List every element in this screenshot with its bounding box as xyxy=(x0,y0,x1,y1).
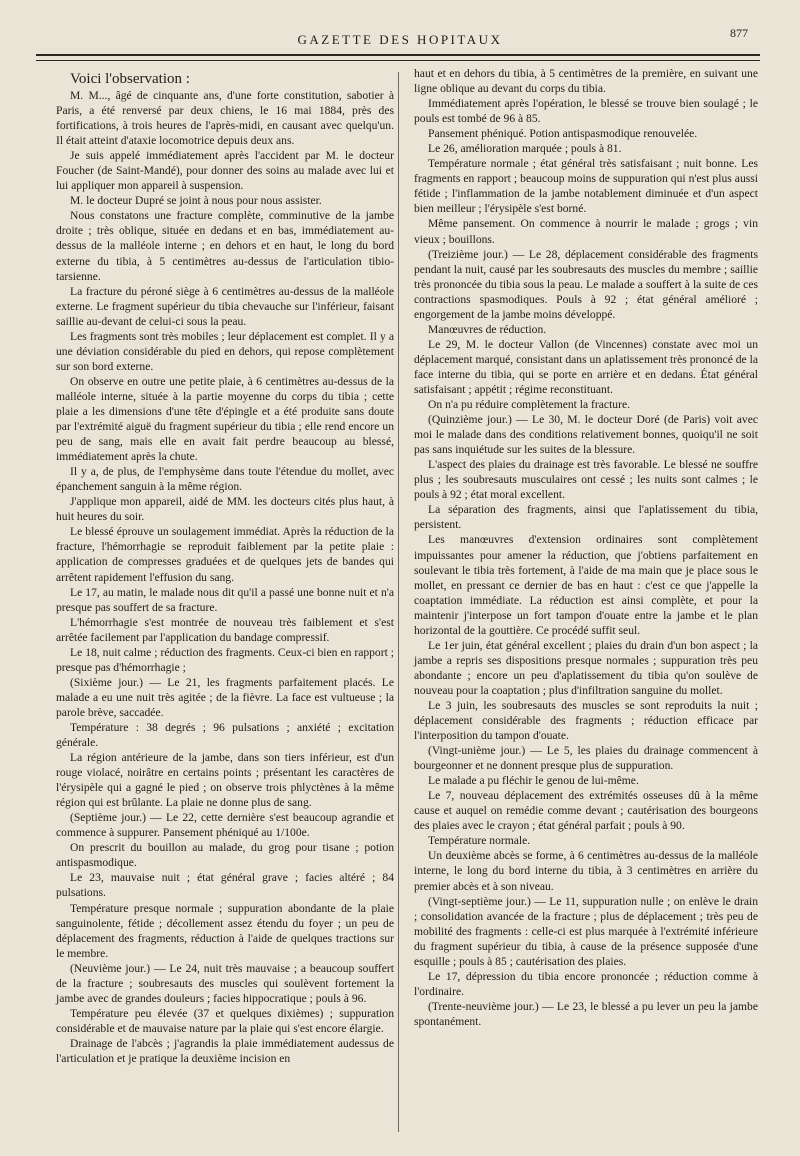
paragraph: (Septième jour.) — Le 22, cette dernière s'est beaucoup agrandie et commence à suppurer. Pansement phéniqué au 1/100e. xyxy=(56,811,394,840)
paragraph: Température presque normale ; suppuration abondante de la plaie sanguinolente, fétide ; décollement assez étendu du foyer ; un peu de déplacement des fragments, réduction à l'aide de quelques tractions sur le membre. xyxy=(56,901,394,960)
paragraph: (Treizième jour.) — Le 28, déplacement considérable des fragments pendant la nuit, causé par les soubresauts des muscles du membre ; saillie très prononcée du tibia sous la peau. Le malade a souffert à la suite de ces contractions spasmodiques. Pouls à 92 ; état général amélioré ; engorgement de la jambe moins développé. xyxy=(414,247,758,321)
paragraph: Le 23, mauvaise nuit ; état général grave ; facies altéré ; 84 pulsations. xyxy=(56,871,394,900)
paragraph: (Vingt-septième jour.) — Le 11, suppuration nulle ; on enlève le drain ; consolidation avancée de la fracture ; plus de déplacement ; très peu de mobilité des fragments : celle-ci est plus marquée à l'extrémité inférieure du fragment supérieur du tibia, à cause de la présence supposée d'une esquille ; pouls à 85 ; cautérisation des plaies. xyxy=(414,894,758,968)
paragraph: (Quinzième jour.) — Le 30, M. le docteur Doré (de Paris) voit avec moi le malade dans des conditions relativement bonnes, quoiqu'il ne soit pas sans inquiétude sur les suites de la blessure. xyxy=(414,413,758,457)
paragraph: Le 1er juin, état général excellent ; plaies du drain d'un bon aspect ; la jambe a repris ses dispositions presque normales ; suppuration très peu abondante ; encore un peu d'aplatissement du tibia qu'on soulève de nouveau pour la coaptation ; plus d'infiltration sanguine du mollet. xyxy=(414,638,758,697)
paragraph: Drainage de l'abcès ; j'agrandis la plaie immédiatement audessus de l'articulation et je pratique la deuxième incision en xyxy=(56,1036,394,1065)
paragraph: Pansement phéniqué. Potion antispasmodique renouvelée. xyxy=(428,127,698,141)
paragraph: La séparation des fragments, ainsi que l'aplatissement du tibia, persistent. xyxy=(414,503,758,532)
right-column xyxy=(414,66,758,1029)
left-paragraphs xyxy=(56,88,394,1066)
paragraph: M. M..., âgé de cinquante ans, d'une forte constitution, sabotier à Paris, a été renversé par deux chiens, le 16 mai 1884, près des fortifications, à trois heures de l'après-midi, en causant avec quelqu'un. Il était atteint d'ataxie locomotrice depuis deux ans. xyxy=(56,89,394,148)
paragraph: Le 3 juin, les soubresauts des muscles se sont reproduits la nuit ; déplacement considérable des fragments ; réduction efficace par l'interposition du tampon d'ouate. xyxy=(414,698,758,743)
paragraph: (Neuvième jour.) — Le 24, nuit très mauvaise ; a beaucoup souffert de la fracture ; soubresauts des muscles qui soulèvent fortement la jambe avec de grandes douleurs ; facies hippocratique ; pouls à 96. xyxy=(56,961,394,1005)
running-title: GAZETTE DES HOPITAUX xyxy=(297,32,503,47)
paragraph: On n'a pu réduire complètement la fracture. xyxy=(428,398,630,412)
paragraph: Même pansement. On commence à nourrir le malade ; grogs ; vin vieux ; bouillons. xyxy=(414,217,758,246)
paragraph: Le 18, nuit calme ; réduction des fragments. Ceux-ci bien en rapport ; presque pas d'hémorrhagie ; xyxy=(56,645,394,674)
paragraph: Le 29, M. le docteur Vallon (de Vincennes) constate avec moi un déplacement marqué, consistant dans un aplatissement très prononcé de la face interne du tibia, qui se porte en arrière et en dedans. État général satisfaisant ; appétit ; régime reconstituant. xyxy=(414,337,758,396)
paragraph: Le 7, nouveau déplacement des extrémités osseuses dû à la même cause et auquel on remédie comme devant ; cautérisation des bourgeons des plaies avec le crayon ; état général parfait ; pouls à 90. xyxy=(414,789,758,833)
section-title: Voici l'observation : xyxy=(70,71,190,87)
paragraph: Les manœuvres d'extension ordinaires sont complètement impuissantes pour amener la réduction, que j'obtiens parfaitement en soulevant le tibia très fortement, à l'aide de ma main que je place sous le mollet, en pressant ce dernier de bas en haut : c'est ce que j'appelle la coaptation immédiate. La réduction est ainsi complète, et pour la maintenir j'interpose un fort tampon d'ouate entre la jambe et le plan horizontal de la gouttière. Ce procédé suffit seul. xyxy=(414,533,758,637)
paragraph: Température peu élevée (37 et quelques dixièmes) ; suppuration considérable et de mauvaise nature par la plaie qui s'est encore élargie. xyxy=(56,1006,394,1035)
paragraph: Immédiatement après l'opération, le blessé se trouve bien soulagé ; le pouls est tombé de 96 à 85. xyxy=(414,97,758,126)
left-column xyxy=(56,70,394,1066)
paragraph: La fracture du péroné siège à 6 centimètres au-dessus de la malléole externe. Le fragment supérieur du tibia chevauche sur l'inférieur, faisant saillie au-devant de celui-ci sous la peau. xyxy=(56,284,394,328)
paragraph: Il y a, de plus, de l'emphysème dans toute l'étendue du mollet, avec épanchement sanguin à la même région. xyxy=(56,465,394,494)
paragraph: Les fragments sont très mobiles ; leur déplacement est complet. Il y a une déviation considérable du pied en dehors, qui repose complètement sur son bord externe. xyxy=(56,329,394,373)
paragraph: (Vingt-unième jour.) — Le 5, les plaies du drainage commencent à bourgeonner et ne donnent presque plus de suppuration. xyxy=(414,744,758,773)
paragraph: L'hémorrhagie s'est montrée de nouveau très faiblement et s'est arrêtée facilement par l'application du bandage compressif. xyxy=(56,615,394,644)
paragraph: Le 17, dépression du tibia encore prononcée ; réduction comme à l'ordinaire. xyxy=(414,969,758,998)
paragraph: Le 26, amélioration marquée ; pouls à 81. xyxy=(428,142,622,156)
paragraph: Le blessé éprouve un soulagement immédiat. Après la réduction de la fracture, l'hémorrhagie se reproduit faiblement par la petite plaie : application de compresses graduées et de quelques jets de bandes qui arrêtent rapidement l'effusion du sang. xyxy=(56,525,394,584)
paragraph: Température normale. xyxy=(428,834,531,848)
paragraph: haut et en dehors du tibia, à 5 centimètres de la première, en suivant une ligne oblique au devant du corps du tibia. xyxy=(414,67,758,96)
paragraph: L'aspect des plaies du drainage est très favorable. Le blessé ne souffre plus ; les soubresauts musculaires ont cessé ; les nuits sont calmes ; le pouls à 92 ; état moral excellent. xyxy=(414,458,758,502)
header-rule-thin xyxy=(36,60,760,61)
paragraph: Un deuxième abcès se forme, à 6 centimètres au-dessus de la malléole interne, le long du bord interne du tibia, à 3 centimètres en arrière du premier abcès et à son niveau. xyxy=(414,849,758,893)
paragraph: (Trente-neuvième jour.) — Le 23, le blessé a pu lever un peu la jambe spontanément. xyxy=(414,999,758,1028)
paragraph: On observe en outre une petite plaie, à 6 centimètres au-dessus de la malléole interne, située à la partie moyenne du corps du tibia ; cette plaie a les dimensions d'une tête d'épingle et a été produite sans doute par l'extrémité aiguë du fragment supérieur du tibia ; elle rend encore un peu de sang, mais elle en avait fait perdre beaucoup au blessé, immédiatement après la chute. xyxy=(56,374,394,464)
paragraph: La région antérieure de la jambe, dans son tiers inférieur, est d'un rouge violacé, noirâtre en certains points ; présentant les caractères de l'érysipèle qui a gagné le pied ; on observe trois phlyctènes à la même région qui est brûlante. La plaie ne donne plus de sang. xyxy=(56,751,394,810)
paragraph: (Sixième jour.) — Le 21, les fragments parfaitement placés. Le malade a eu une nuit très agitée ; de la fièvre. La face est vultueuse ; la parole brève, saccadée. xyxy=(56,675,394,719)
paragraph: Température normale ; état général très satisfaisant ; nuit bonne. Les fragments en rapport ; beaucoup moins de suppuration qui n'est plus aussi fétide ; l'inflammation de la jambe notablement diminuée et d'un aspect bien meilleur ; l'érysipèle s'est borné. xyxy=(414,157,758,216)
paragraph: J'applique mon appareil, aidé de MM. les docteurs cités plus haut, à huit heures du soir. xyxy=(56,495,394,524)
paragraph: M. le docteur Dupré se joint à nous pour nous assister. xyxy=(70,194,322,208)
paragraph: Température : 38 degrés ; 96 pulsations ; anxiété ; excitation générale. xyxy=(56,720,394,750)
paragraph: Le 17, au matin, le malade nous dit qu'il a passé une bonne nuit et n'a presque pas souffert de sa fracture. xyxy=(56,585,394,614)
paragraph: Nous constatons une fracture complète, comminutive de la jambe droite ; très oblique, située en dedans et en bas, immédiatement au-dessus de la malléole interne ; en dehors et en haut, le long du bord externe du tibia, à 5 centimètres au-dessus de l'articulation tibio-tarsienne. xyxy=(56,209,394,283)
paragraph: Je suis appelé immédiatement après l'accident par M. le docteur Foucher (de Saint-Mandé), pour donner des soins au malade avec lui et lui appliquer mon appareil à suspension. xyxy=(56,149,394,193)
paragraph: Le malade a pu fléchir le genou de lui-même. xyxy=(428,774,639,788)
paragraph: On prescrit du bouillon au malade, du grog pour tisane ; potion antispasmodique. xyxy=(56,841,394,870)
header-rule-thick xyxy=(36,54,760,56)
page-number: 877 xyxy=(730,26,748,40)
column-divider xyxy=(398,72,399,1132)
paragraph: Manœuvres de réduction. xyxy=(428,322,547,336)
right-paragraphs xyxy=(414,66,758,1029)
